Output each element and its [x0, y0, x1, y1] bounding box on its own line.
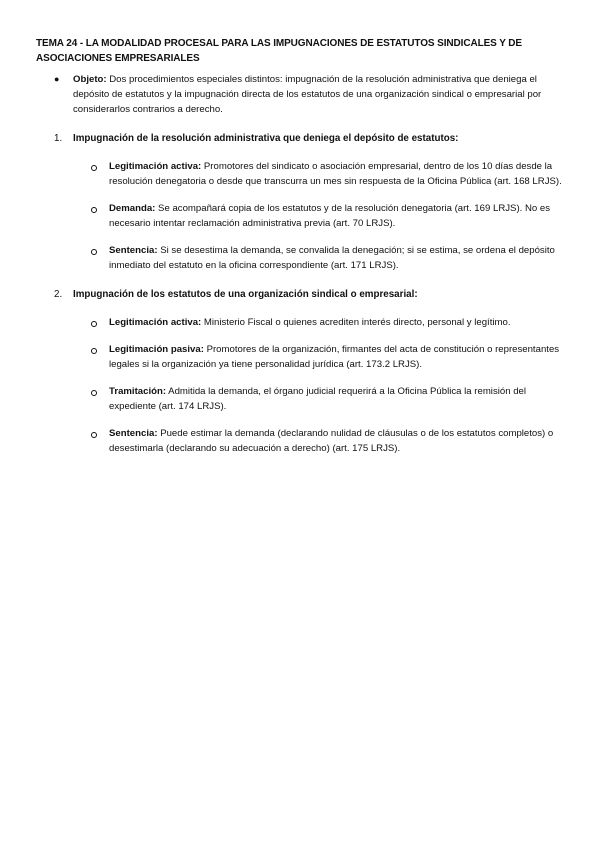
item-text: Admitida la demanda, el órgano judicial requerirá a la Oficina Pública la remisión del expediente (art. 174 LRJS). — [109, 386, 527, 412]
section-1-title: Impugnación de la resolución administrativa que deniega el depósito de estatutos: — [73, 133, 459, 144]
section-2-heading — [36, 287, 566, 302]
item-text: Promotores del sindicato o asociación empresarial, dentro de los 10 días desde la resolución denegatoria o desde que transcurra un mes sin respuesta de la Oficina Pública (art. 168 LRJS). — [109, 161, 562, 187]
item-label: Tramitación: — [109, 386, 167, 397]
section-1-item-1 — [36, 159, 566, 189]
item-text: Ministerio Fiscal o quienes acrediten interés directo, personal y legítimo. — [201, 317, 511, 328]
objeto-text: Dos procedimientos especiales distintos: impugnación de la resolución administrativa que deniega el depósito de estatutos y la impugnación directa de los estatutos de una organización sindical o empresarial por considerarlos contrarios a derecho. — [73, 74, 542, 115]
section-2-item-3 — [36, 384, 566, 414]
objeto-label: Objeto: — [73, 74, 107, 85]
section-2-number: 2. — [54, 289, 63, 300]
item-text: Promotores de la organización, firmantes del acta de constitución o representantes legales si la organización ya tiene personalidad jurídica (art. 173.2 LRJS). — [109, 344, 560, 370]
section-2-item-1 — [36, 315, 566, 330]
item-label: Legitimación activa: — [109, 317, 202, 328]
item-text: Si se desestima la demanda, se convalida la denegación; si se estima, se ordena el depósito inmediato del estatuto en la oficina correspondiente (art. 171 LRJS). — [109, 245, 555, 271]
circle-bullet-icon — [91, 390, 97, 396]
circle-bullet-icon — [91, 165, 97, 171]
section-2-item-4 — [36, 426, 566, 456]
item-label: Legitimación pasiva: — [109, 344, 204, 355]
section-2-title: Impugnación de los estatutos de una organización sindical o empresarial: — [73, 289, 418, 300]
item-label: Legitimación activa: — [109, 161, 202, 172]
section-2-item-2 — [36, 342, 566, 372]
section-1-number: 1. — [54, 133, 63, 144]
item-text: Se acompañará copia de los estatutos y de la resolución denegatoria (art. 169 LRJS). No es necesario intentar reclamación administrativa previa (art. 70 LRJS). — [109, 203, 551, 229]
item-text: Puede estimar la demanda (declarando nulidad de cláusulas o de los estatutos completos) o desestimarla (declarando su adecuación a derecho) (art. 175 LRJS). — [109, 428, 554, 454]
objeto-bullet — [36, 72, 566, 117]
item-label: Demanda: — [109, 203, 156, 214]
section-1-item-3 — [36, 243, 566, 273]
bullet-icon: ● — [54, 74, 60, 84]
circle-bullet-icon — [91, 348, 97, 354]
circle-bullet-icon — [91, 432, 97, 438]
item-label: Sentencia: — [109, 245, 158, 256]
document-page — [36, 36, 566, 468]
section-1-item-2 — [36, 201, 566, 231]
item-label: Sentencia: — [109, 428, 158, 439]
circle-bullet-icon — [91, 249, 97, 255]
circle-bullet-icon — [91, 321, 97, 327]
document-title: TEMA 24 - LA MODALIDAD PROCESAL PARA LAS IMPUGNACIONES DE ESTATUTOS SINDICALES Y DE ASOCIACIONES EMPRESARIALES — [36, 38, 523, 64]
section-1-heading — [36, 131, 566, 146]
circle-bullet-icon — [91, 207, 97, 213]
